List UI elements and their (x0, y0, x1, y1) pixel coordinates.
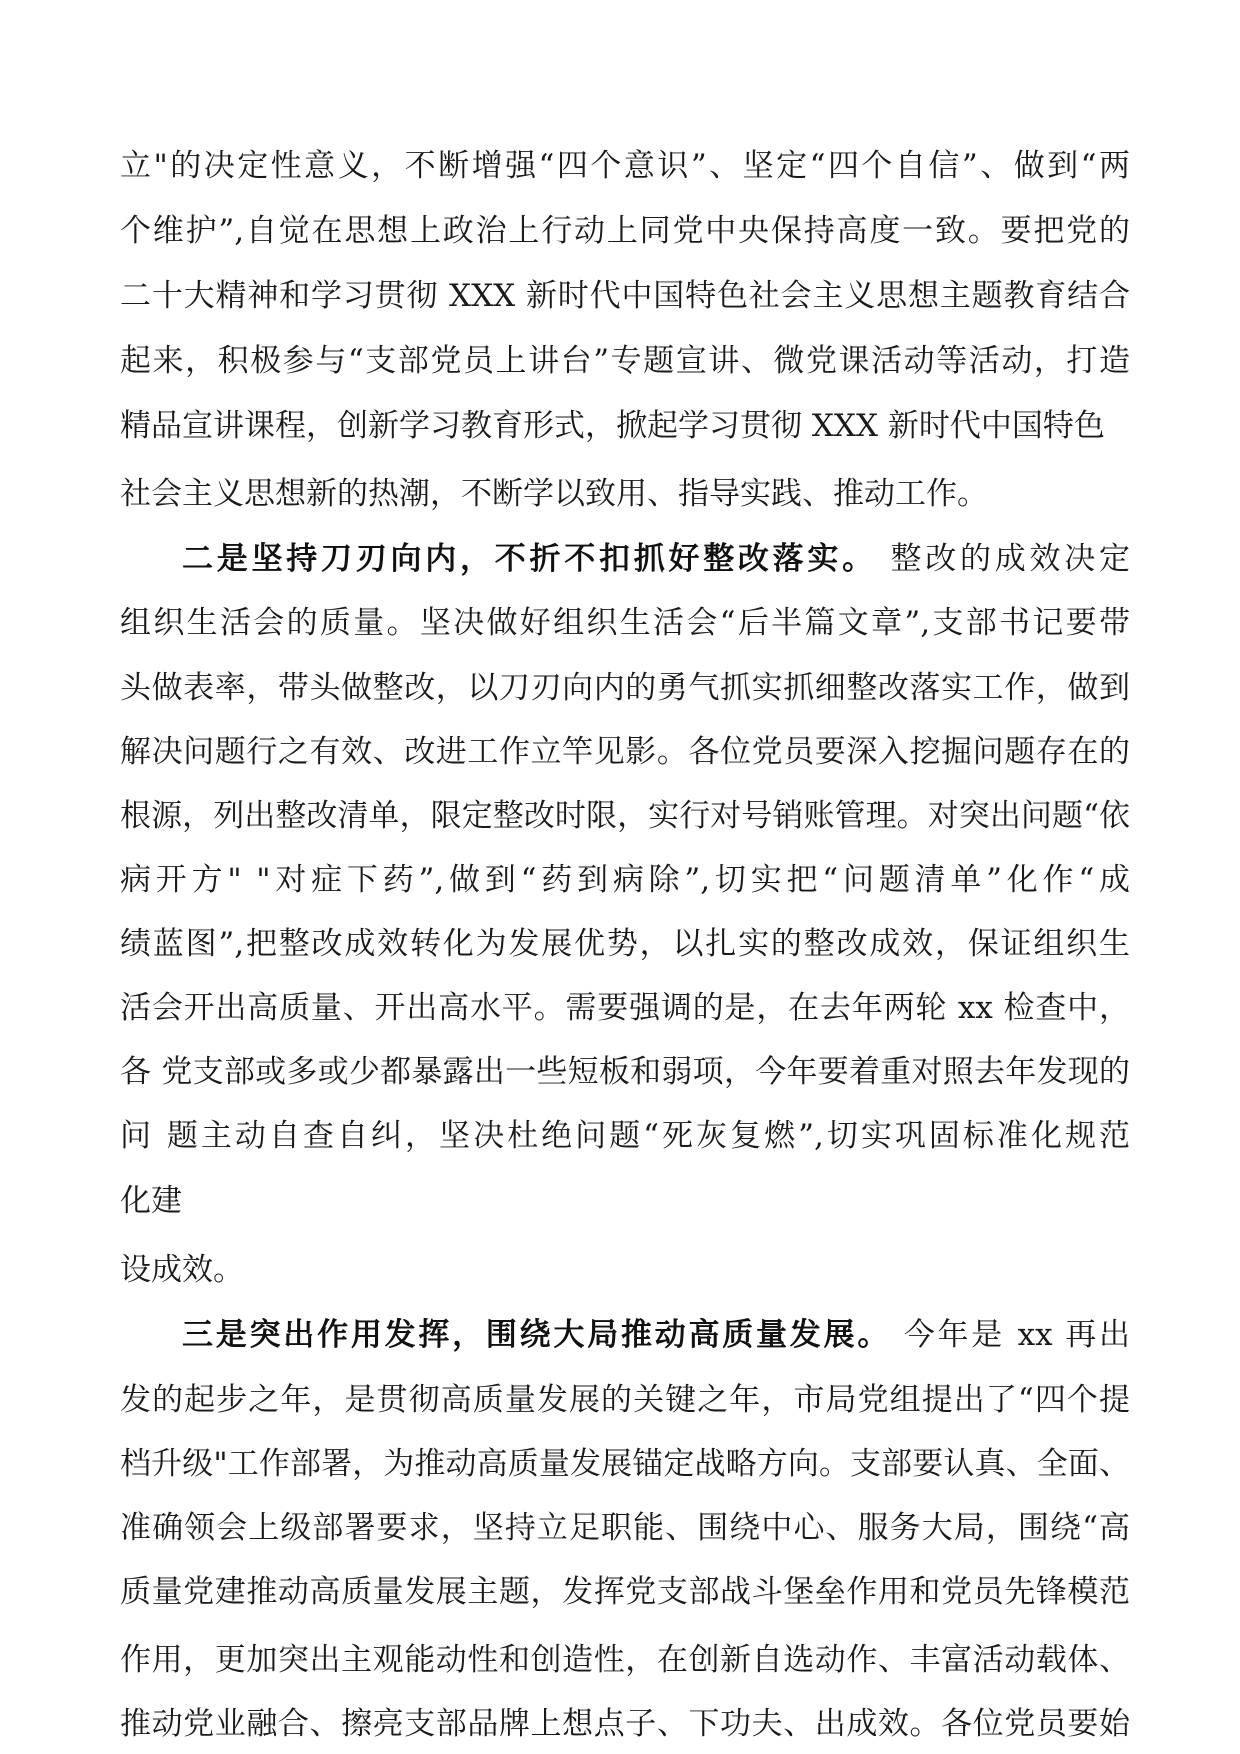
paragraph-line: 社会主义思想新的热潮，不断学以致用、指导实践、推动工作。 (120, 476, 988, 513)
paragraph-line: 推动党业融合、擦亮支部品牌上想点子、下功夫、出成效。各位党员要始 (120, 1706, 1130, 1742)
paragraph-line: 问 题主动自查自纠，坚决杜绝问题“死灰复燃”,切实巩固标准化规范 (120, 1118, 1130, 1155)
section-heading-line (182, 1305, 1130, 1365)
section-heading: 二是坚持刀刃向内，不折不扣抓好整改落实。 (182, 541, 877, 578)
paragraph-line: 作用，更加突出主观能动性和创造性，在创新自选动作、丰富活动载体、 (120, 1641, 1130, 1678)
paragraph-line: 个维护”,自觉在思想上政治上行动上同党中央保持高度一致。要把党的 (120, 213, 1130, 250)
paragraph-line: 活会开出高质量、开出高水平。需要强调的是，在去年两轮 xx 检查中， (120, 990, 1130, 1027)
section-heading-line (182, 529, 1130, 589)
paragraph-line: 根源，列出整改清单，限定整改时限，实行对号销账管理。对突出问题“依 (120, 797, 1130, 834)
paragraph-line: 准确领会上级部署要求，坚持立足职能、围绕中心、服务大局，围绕“高 (120, 1509, 1130, 1546)
paragraph-line: 立"的决定性意义，不断增强“四个意识”、坚定“四个自信”、做到“两 (120, 148, 1130, 184)
paragraph-line: 解决问题行之有效、改进工作立竿见影。各位党员要深入挖掘问题存在的 (120, 733, 1130, 770)
paragraph-line: 头做表率，带头做整改，以刀刃向内的勇气抓实抓细整改落实工作，做到 (120, 669, 1130, 706)
paragraph-line: 各 党支部或多或少都暴露出一些短板和弱项，今年要着重对照去年发现的 (120, 1054, 1130, 1091)
paragraph-line: 发的起步之年，是贯彻高质量发展的关键之年，市局党组提出了“四个提 (120, 1381, 1130, 1418)
paragraph-line: 起来，积极参与“支部党员上讲台”专题宣讲、微党课活动等活动，打造 (120, 343, 1130, 380)
paragraph-line: 二十大精神和学习贯彻 XXX 新时代中国特色社会主义思想主题教育结合 (120, 278, 1130, 315)
section-text: 今年是 xx 再出 (891, 1317, 1130, 1354)
paragraph-line: 精品宣讲课程，创新学习教育形式，掀起学习贯彻 XXX 新时代中国特色 (120, 408, 1105, 445)
section-text: 整改的成效决定 (876, 541, 1130, 578)
paragraph-line: 档升级"工作部署，为推动高质量发展锚定战略方向。支部要认真、全面、 (120, 1445, 1130, 1482)
paragraph-line: 化建 (120, 1182, 182, 1219)
paragraph-line: 绩蓝图”,把整改成效转化为发展优势，以扎实的整改成效，保证组织生 (120, 926, 1130, 963)
section-heading: 三是突出作用发挥，围绕大局推动高质量发展。 (182, 1317, 892, 1354)
paragraph-line: 设成效。 (120, 1252, 244, 1289)
paragraph-line: 病开方" "对症下药”,做到“药到病除”,切实把“问题清单”化作“成 (120, 861, 1130, 898)
paragraph-line: 组织生活会的质量。坚决做好组织生活会“后半篇文章”,支部书记要带 (120, 605, 1130, 642)
paragraph-line: 质量党建推动高质量发展主题，发挥党支部战斗堡垒作用和党员先锋模范 (120, 1573, 1130, 1610)
